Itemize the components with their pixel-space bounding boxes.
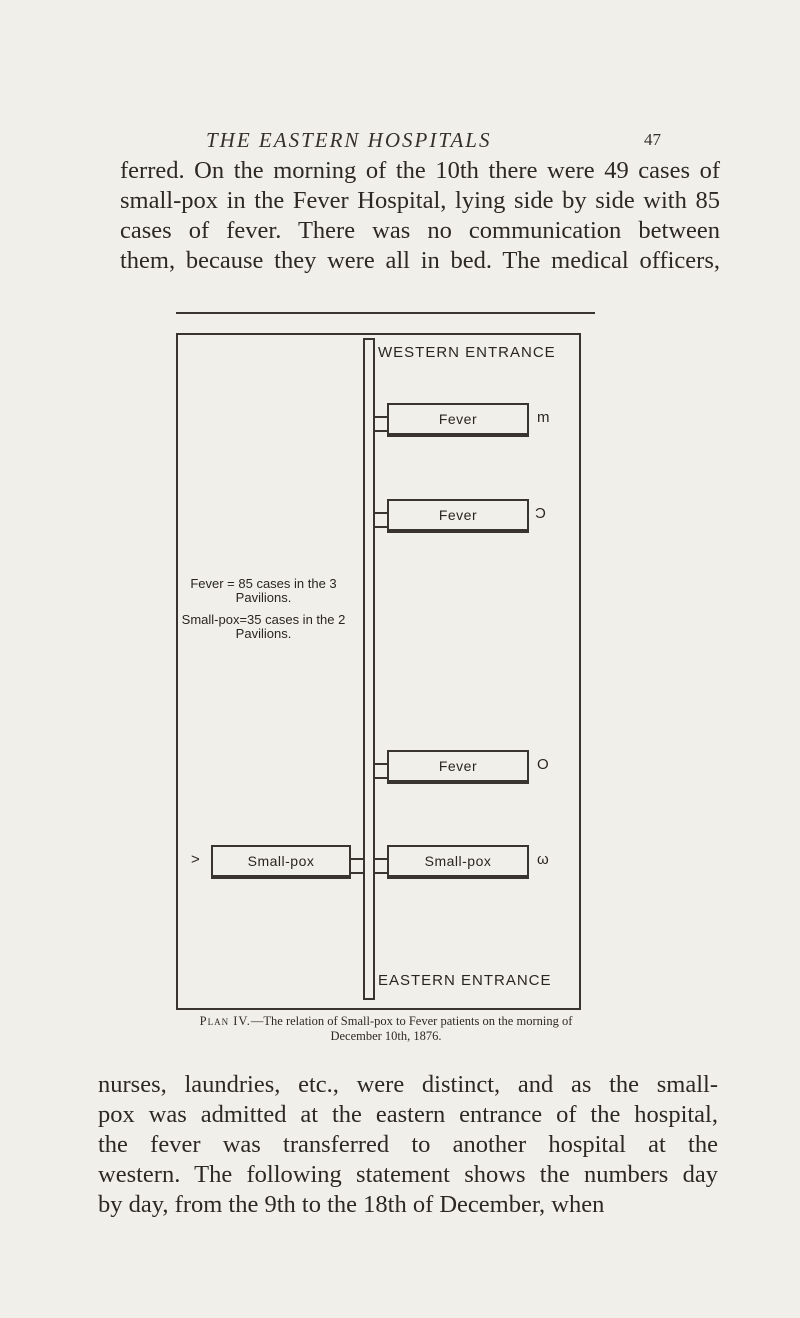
caption-text: —The relation of Small-pox to Fever patients on the morning of December 10th, 1876. xyxy=(250,1014,573,1043)
smallpox-pavilion-west xyxy=(211,845,351,879)
paragraph-top xyxy=(120,156,720,276)
pavilion-connector xyxy=(349,872,363,874)
paragraph-bottom xyxy=(98,1070,718,1220)
caption-label: Plan IV. xyxy=(199,1014,251,1028)
text-line: cases of fever. There was no communication between xyxy=(120,217,720,244)
text-line: small-pox in the Fever Hospital, lying side by side with 85 xyxy=(120,187,720,214)
text-line: by day, from the 9th to the 18th of December, when xyxy=(98,1191,605,1218)
pavilion-mark: Ɔ xyxy=(535,505,546,522)
pavilion-label: Fever xyxy=(438,758,478,774)
plan-legend xyxy=(176,577,351,649)
pavilion-mark: ω xyxy=(537,851,549,868)
fever-pavilion-3 xyxy=(387,750,529,784)
text-line: pox was admitted at the eastern entrance of the hospital, xyxy=(98,1101,718,1128)
text-line: them, because they were all in bed. The medical officers, xyxy=(120,247,720,274)
central-corridor xyxy=(363,338,375,1000)
smallpox-pavilion-east xyxy=(387,845,529,879)
legend-fever: Fever = 85 cases in the 3 Pavilions. xyxy=(190,576,337,605)
text-line: ferred. On the morning of the 10th there were 49 cases of xyxy=(120,157,720,184)
legend-smallpox: Small-pox=35 cases in the 2 Pavilions. xyxy=(181,612,346,641)
page-number: 47 xyxy=(644,130,661,149)
pavilion-mark: > xyxy=(191,851,200,868)
pavilion-label: Fever xyxy=(438,507,478,523)
fever-pavilion-1 xyxy=(387,403,529,437)
western-entrance-label: WESTERN ENTRANCE xyxy=(378,344,556,361)
text-line: the fever was transferred to another hospital at the xyxy=(98,1131,718,1158)
pavilion-label: Small-pox xyxy=(424,853,492,869)
figure-caption xyxy=(176,1014,596,1044)
fever-pavilion-2 xyxy=(387,499,529,533)
pavilion-mark: O xyxy=(537,756,549,773)
text-line: western. The following statement shows the numbers day xyxy=(98,1161,718,1188)
text-line: nurses, laundries, etc., were distinct, and as the small- xyxy=(98,1071,718,1098)
plan-top-rule xyxy=(176,312,595,314)
pavilion-label: Small-pox xyxy=(247,853,315,869)
pavilion-connector xyxy=(349,858,363,860)
eastern-entrance-label: EASTERN ENTRANCE xyxy=(378,972,552,989)
running-head: THE EASTERN HOSPITALS xyxy=(206,128,492,152)
pavilion-label: Fever xyxy=(438,411,478,427)
pavilion-mark: m xyxy=(537,409,550,426)
